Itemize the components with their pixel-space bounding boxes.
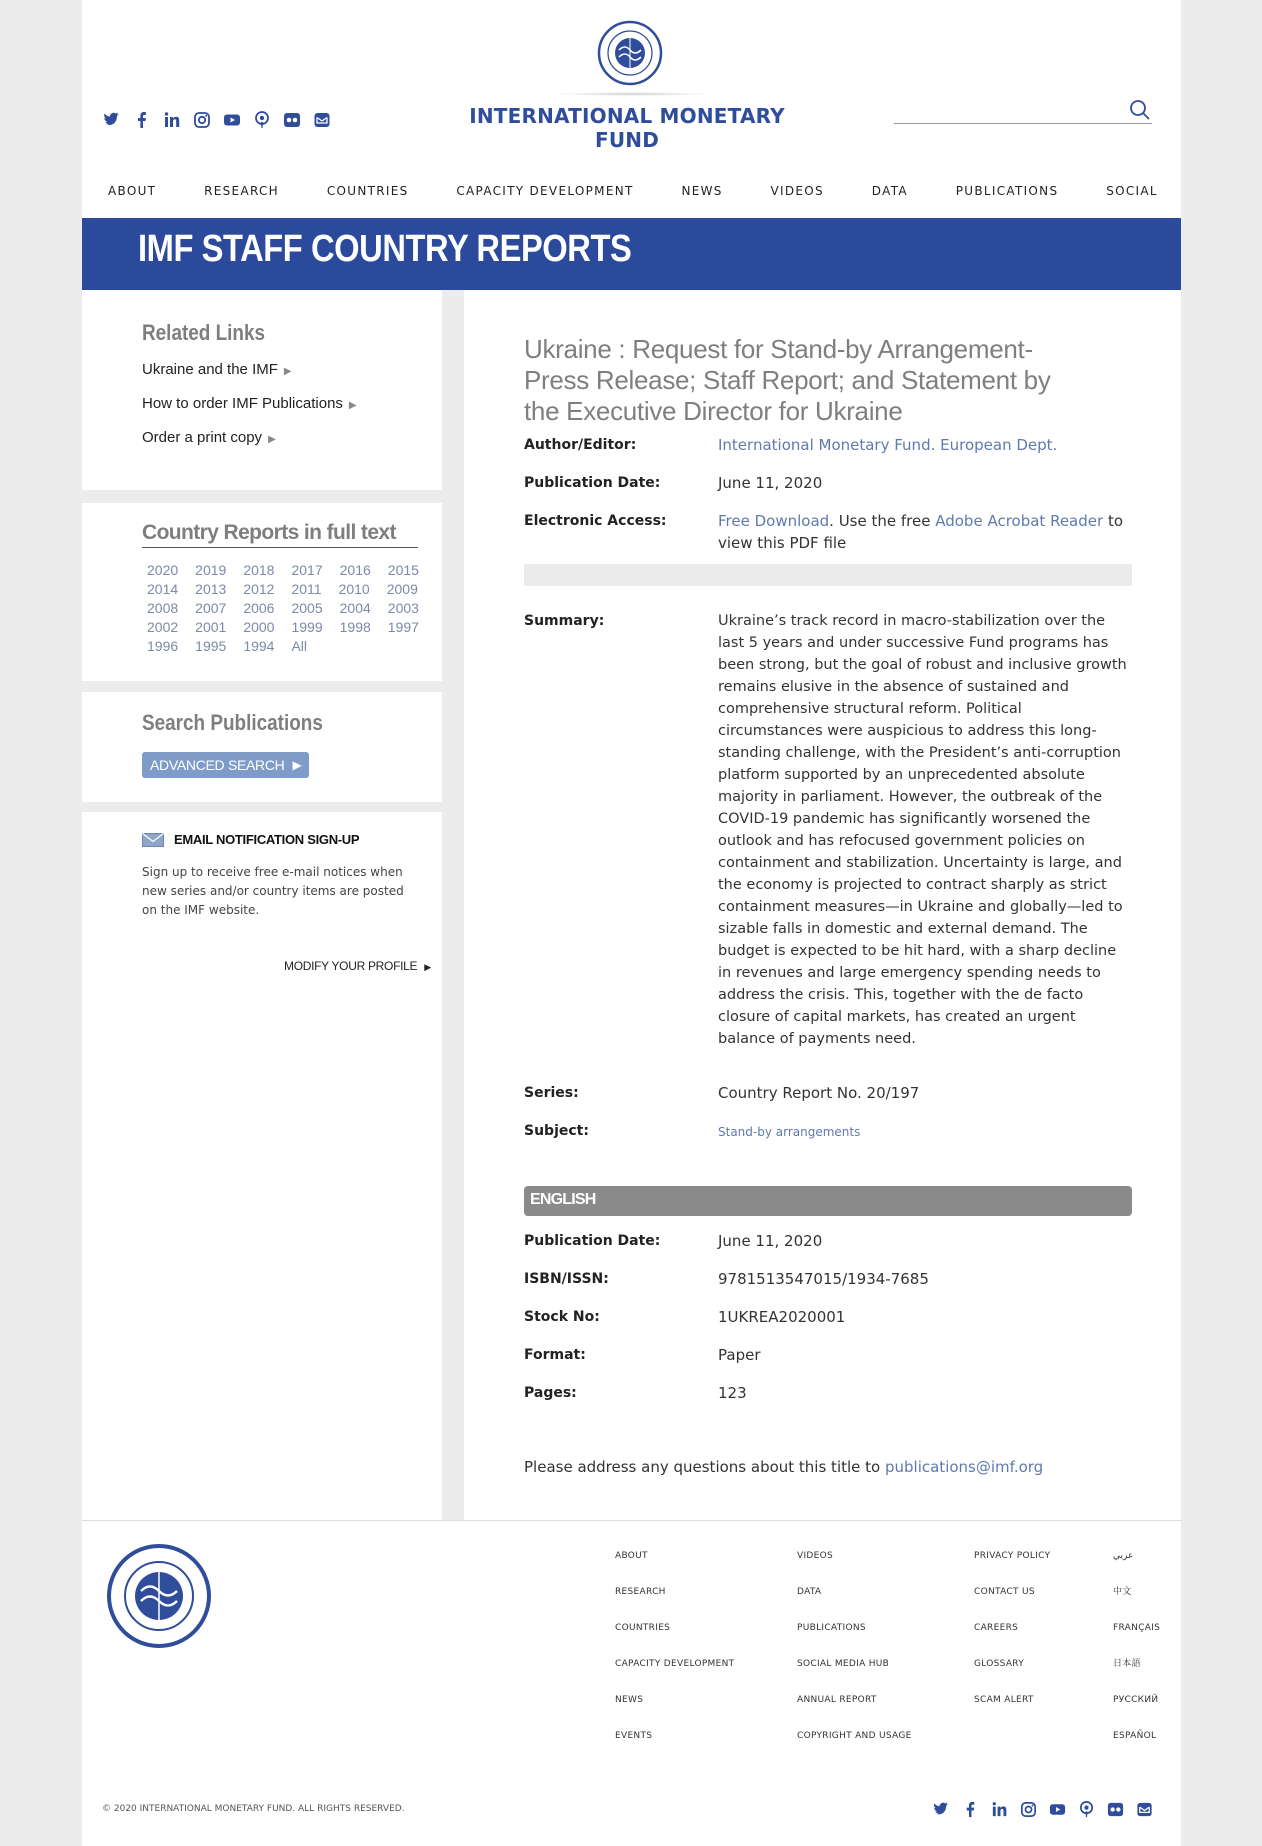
flickr-icon[interactable] bbox=[1106, 1800, 1125, 1819]
language-link[interactable]: عربي bbox=[1113, 1551, 1134, 1561]
year-links bbox=[142, 562, 432, 657]
nav-publications[interactable]: PUBLICATIONS bbox=[955, 184, 1059, 198]
logo-shadow bbox=[552, 92, 712, 96]
footer-link[interactable]: GLOSSARY bbox=[974, 1659, 1025, 1669]
country-reports-box bbox=[82, 503, 442, 681]
copyright: © 2020 INTERNATIONAL MONETARY FUND. ALL RIGHTS RESERVED. bbox=[102, 1804, 405, 1814]
play-arrow-icon: ▶ bbox=[292, 758, 302, 772]
contact-email-link[interactable]: publications@imf.org bbox=[884, 1458, 1044, 1476]
year-link[interactable]: 1995 bbox=[195, 638, 227, 654]
year-link[interactable]: 2007 bbox=[195, 600, 227, 616]
podcast-icon[interactable] bbox=[1077, 1800, 1096, 1819]
publication-title: Ukraine : Request for Stand-by Arrangement-Press Release; Staff Report; and Statement by the Executive Director for Ukraine bbox=[524, 334, 1051, 426]
facebook-icon[interactable] bbox=[961, 1800, 980, 1819]
youtube-icon[interactable] bbox=[1048, 1800, 1067, 1819]
year-link[interactable]: 2012 bbox=[243, 581, 275, 597]
divider-bar bbox=[524, 564, 1132, 586]
year-link[interactable]: 2000 bbox=[243, 619, 275, 635]
free-download-link[interactable]: Free Download bbox=[718, 512, 830, 530]
nav-news[interactable]: NEWS bbox=[681, 184, 723, 198]
language-link[interactable]: ESPAÑOL bbox=[1113, 1731, 1157, 1741]
footer-link[interactable]: ABOUT bbox=[615, 1551, 648, 1561]
footer bbox=[82, 1520, 1181, 1846]
footer-link[interactable]: CAREERS bbox=[974, 1623, 1019, 1633]
footer-language-links bbox=[1113, 1550, 1160, 1766]
year-link[interactable]: 2013 bbox=[195, 581, 227, 597]
email-icon[interactable] bbox=[312, 110, 332, 130]
nav-social[interactable]: SOCIAL bbox=[1106, 184, 1158, 198]
language-link[interactable]: 中文 bbox=[1113, 1587, 1132, 1597]
header-social-icons bbox=[102, 110, 332, 130]
footer-link[interactable]: NEWS bbox=[615, 1695, 644, 1705]
footer-link[interactable]: EVENTS bbox=[615, 1731, 653, 1741]
footer-link[interactable]: SCAM ALERT bbox=[974, 1695, 1034, 1705]
year-link[interactable]: 2014 bbox=[147, 581, 179, 597]
triangle-right-icon: ▶ bbox=[283, 366, 292, 377]
imf-seal-footer-logo[interactable] bbox=[106, 1543, 212, 1649]
author-link[interactable]: International Monetary Fund. European Dept. bbox=[718, 436, 1058, 454]
country-reports-title: Country Reports in full text bbox=[142, 521, 418, 548]
search-publications-box bbox=[82, 692, 442, 802]
footer-col-2 bbox=[797, 1550, 912, 1766]
year-link[interactable]: 2001 bbox=[195, 619, 227, 635]
triangle-right-icon: ▶ bbox=[268, 434, 276, 445]
search-input[interactable] bbox=[894, 98, 1114, 122]
nav-research[interactable]: RESEARCH bbox=[204, 184, 279, 198]
subject-link[interactable]: Stand-by arrangements bbox=[718, 1125, 861, 1139]
footer-social-icons bbox=[932, 1800, 1154, 1819]
year-link[interactable]: 2016 bbox=[339, 562, 371, 578]
page-title: IMF STAFF COUNTRY REPORTS bbox=[138, 228, 632, 270]
footer-link[interactable]: SOCIAL MEDIA HUB bbox=[797, 1659, 890, 1669]
envelope-icon bbox=[142, 833, 164, 847]
nav-countries[interactable]: COUNTRIES bbox=[326, 184, 409, 198]
nav-about[interactable]: ABOUT bbox=[108, 184, 157, 198]
language-link[interactable]: РУССКИЙ bbox=[1113, 1695, 1159, 1705]
sidebar bbox=[82, 290, 454, 1520]
year-link[interactable]: 2017 bbox=[291, 562, 323, 578]
year-link[interactable]: 1997 bbox=[387, 619, 419, 635]
footer-col-3 bbox=[974, 1550, 1050, 1730]
year-link[interactable]: 2003 bbox=[387, 600, 419, 616]
contact-line: Please address any questions about this title to publications@imf.org bbox=[524, 1458, 1044, 1476]
related-links-title: Related Links bbox=[142, 320, 266, 345]
year-link[interactable]: 2004 bbox=[339, 600, 371, 616]
triangle-right-icon: ▶ bbox=[348, 400, 357, 411]
footer-link[interactable]: COUNTRIES bbox=[615, 1623, 671, 1633]
search-publications-title: Search Publications bbox=[142, 710, 323, 735]
nav-capacity-development[interactable]: CAPACITY DEVELOPMENT bbox=[456, 184, 634, 198]
brand-name[interactable]: INTERNATIONAL MONETARY FUND bbox=[469, 104, 785, 152]
year-link[interactable]: 2018 bbox=[243, 562, 275, 578]
search-box bbox=[894, 98, 1152, 124]
year-link-all[interactable]: All bbox=[291, 638, 308, 654]
year-link[interactable]: 2020 bbox=[147, 562, 179, 578]
year-link[interactable]: 2011 bbox=[291, 581, 322, 597]
email-signup-text: Sign up to receive free e-mail notices when new series and/or country items are posted on the IMF website. bbox=[142, 865, 404, 917]
year-link[interactable]: 2010 bbox=[338, 581, 370, 597]
page bbox=[82, 0, 1181, 1846]
podcast-icon[interactable] bbox=[252, 110, 272, 130]
adobe-reader-link[interactable]: Adobe Acrobat Reader bbox=[935, 512, 1104, 530]
twitter-icon[interactable] bbox=[102, 110, 122, 130]
language-link[interactable]: 日本語 bbox=[1113, 1659, 1141, 1669]
imf-seal-logo[interactable] bbox=[597, 20, 663, 86]
page-banner bbox=[82, 218, 1181, 290]
linkedin-icon[interactable] bbox=[990, 1800, 1009, 1819]
twitter-icon[interactable] bbox=[932, 1800, 951, 1819]
youtube-icon[interactable] bbox=[222, 110, 242, 130]
year-link[interactable]: 2009 bbox=[386, 581, 418, 597]
search-icon[interactable] bbox=[1128, 98, 1152, 122]
footer-link[interactable]: DATA bbox=[797, 1587, 822, 1597]
year-link[interactable]: 2002 bbox=[147, 619, 179, 635]
related-link[interactable]: Order a print copy ▶ bbox=[142, 429, 276, 446]
language-link[interactable]: FRANÇAIS bbox=[1113, 1623, 1161, 1633]
modify-profile-link[interactable]: MODIFY YOUR PROFILE ▶ bbox=[284, 959, 431, 973]
related-link[interactable]: Ukraine and the IMF ▶ bbox=[142, 361, 292, 378]
footer-link[interactable]: PUBLICATIONS bbox=[797, 1623, 866, 1633]
year-link[interactable]: 1998 bbox=[339, 619, 371, 635]
year-link[interactable]: 1996 bbox=[147, 638, 179, 654]
email-signup-box bbox=[82, 812, 442, 1530]
footer-link[interactable]: VIDEOS bbox=[797, 1551, 834, 1561]
edition-header: ENGLISH bbox=[524, 1186, 1132, 1216]
year-link[interactable]: 1994 bbox=[243, 638, 275, 654]
year-link[interactable]: 1999 bbox=[291, 619, 323, 635]
year-link[interactable]: 2015 bbox=[387, 562, 419, 578]
nav-data[interactable]: DATA bbox=[871, 184, 908, 198]
footer-link[interactable]: ANNUAL REPORT bbox=[797, 1695, 877, 1705]
year-link[interactable]: 2019 bbox=[195, 562, 227, 578]
year-link[interactable]: 2006 bbox=[243, 600, 275, 616]
email-signup-heading: EMAIL NOTIFICATION SIGN-UP bbox=[142, 832, 442, 847]
year-link[interactable]: 2008 bbox=[147, 600, 179, 616]
facebook-icon[interactable] bbox=[132, 110, 152, 130]
instagram-icon[interactable] bbox=[192, 110, 212, 130]
footer-link[interactable]: PRIVACY POLICY bbox=[974, 1551, 1051, 1561]
nav-videos[interactable]: VIDEOS bbox=[770, 184, 824, 198]
footer-link[interactable]: RESEARCH bbox=[615, 1587, 666, 1597]
flickr-icon[interactable] bbox=[282, 110, 302, 130]
advanced-search-button[interactable]: ADVANCED SEARCH ▶ bbox=[142, 752, 309, 778]
main-content: Ukraine : Request for Stand-by Arrangement-Press Release; Staff Report; and Statement by the Executive Director for Ukraine Author/Editor: International Monetary Fund. European Dept. Publication Date: June 11, 2020 Electronic Access: Free Download. Use the free Adobe Acrobat Reader to view this PDF file Summary: Ukraine’s track record in macro-stabilization over the last 5 years and under successive Fund programs has been strong, but the goal of robust and inclusive growth remains elusive in the absence of sustained and comprehensive structural reform. Political circumstances were auspicious to address this long-standing challenge, with the President’s anti-corruption platform supported by an unprecedented absolute majority in parliament. However, the outbreak of the COVID-19 pandemic has significantly worsened the outlook and has refocused government policies on containment and stabilization. Uncertainty is large, and the economy is projected to contract sharply as strict containment measures—in Ukraine and globally—led to sizable falls in domestic and external demand. The budget is expected to be hit hard, with a sharp decline in revenues and large emergency spending needs to address the crisis. This, together with the de facto closure of capital markets, has created an urgent balance of payments need. Series: Country Report No. 20/197 Subject: Stand-by arrangements ENGLISH Publication Date: June 11, 2020 ISBN/ISSN: 9781513547015/1934-7685 Stock No: 1UKREA2020001 Format: Paper Pages: 123 Please address any questions about this title to publications@imf.org bbox=[454, 290, 1181, 1520]
footer-link[interactable]: CONTACT US bbox=[974, 1587, 1035, 1597]
related-link[interactable]: How to order IMF Publications ▶ bbox=[142, 395, 357, 412]
footer-col-1 bbox=[615, 1550, 734, 1766]
summary-text: Ukraine’s track record in macro-stabilization over the last 5 years and under successive Fund programs has been strong, but the goal of robust and inclusive growth remains elusive in the absence of sustained and comprehensive structural reform. Political circumstances were auspicious to address this long-standing challenge, with the President’s anti-corruption platform supported by an unprecedented absolute majority in parliament. However, the outbreak of the COVID-19 pandemic has significantly worsened the outlook and has refocused government policies on containment and stabilization. Uncertainty is large, and the economy is projected to contract sharply as strict containment measures—in Ukraine and globally—led to sizable falls in domestic and external demand. The budget is expected to be hit hard, with a sharp decline in revenues and large emergency spending needs to address the crisis. This, together with the de facto closure of capital markets, has created an urgent balance of payments need. bbox=[718, 613, 1127, 1047]
email-icon[interactable] bbox=[1135, 1800, 1154, 1819]
main-nav bbox=[108, 184, 1158, 198]
related-links-box bbox=[82, 290, 442, 490]
year-link[interactable]: 2005 bbox=[291, 600, 323, 616]
instagram-icon[interactable] bbox=[1019, 1800, 1038, 1819]
footer-link[interactable]: CAPACITY DEVELOPMENT bbox=[615, 1659, 735, 1669]
footer-link[interactable]: COPYRIGHT AND USAGE bbox=[797, 1731, 912, 1741]
triangle-right-icon: ▶ bbox=[424, 962, 431, 972]
linkedin-icon[interactable] bbox=[162, 110, 182, 130]
